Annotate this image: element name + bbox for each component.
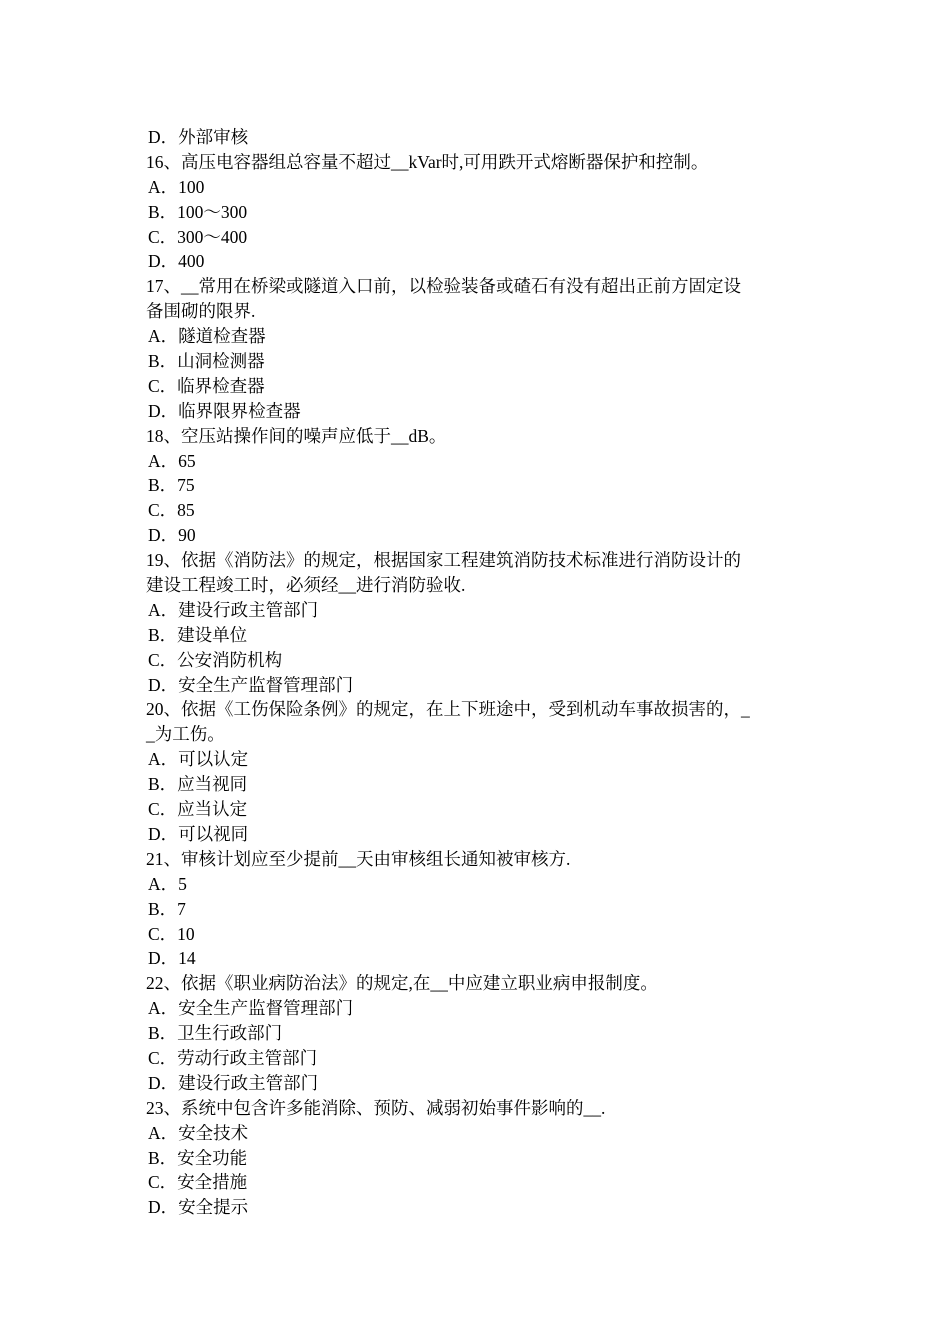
question-19-line-2: 建设工程竣工时，必须经__进行消防验收. <box>146 575 466 596</box>
option-a: A．可以认定 <box>148 749 249 770</box>
question-22: 22、依据《职业病防治法》的规定,在__中应建立职业病申报制度。 <box>146 973 658 994</box>
option-c: C．劳动行政主管部门 <box>148 1047 318 1068</box>
option-c: C．85 <box>148 500 195 521</box>
option-a: A．65 <box>148 450 196 471</box>
option-d: D．临界限界检查器 <box>148 400 301 421</box>
question-17-line-2: 备围砌的限界. <box>146 301 256 322</box>
option-c: C．临界检查器 <box>148 375 265 396</box>
question-16: 16、高压电容器组总容量不超过__kVar时,可用跌开式熔断器保护和控制。 <box>146 151 709 172</box>
option-b: B．7 <box>148 898 186 919</box>
option-a: A．5 <box>148 873 187 894</box>
option-b: B．安全功能 <box>148 1147 248 1168</box>
question-19-line-1: 19、依据《消防法》的规定，根据国家工程建筑消防技术标准进行消防设计的 <box>146 550 741 571</box>
option-a: A．安全生产监督管理部门 <box>148 998 354 1019</box>
option-d: D．14 <box>148 948 196 969</box>
question-18: 18、空压站操作间的噪声应低于__dB。 <box>146 425 447 446</box>
option-b: B．应当视同 <box>148 774 248 795</box>
option-c: C．300～400 <box>148 226 248 247</box>
option-c: C．应当认定 <box>148 799 248 820</box>
option-d: D．400 <box>148 251 205 272</box>
option-d: D．可以视同 <box>148 823 249 844</box>
option-b: B．建设单位 <box>148 624 248 645</box>
option-b: B．75 <box>148 475 195 496</box>
question-20-line-1: 20、依据《工伤保险条例》的规定，在上下班途中，受到机动车事故损害的，_ <box>146 699 750 720</box>
option-b: B．山洞检测器 <box>148 351 265 372</box>
option-d: D．外部审核 <box>148 127 249 147</box>
question-20-line-2: _为工伤。 <box>146 724 225 745</box>
option-d: D．建设行政主管部门 <box>148 1072 319 1093</box>
option-a: A．建设行政主管部门 <box>148 599 319 620</box>
option-c: C．10 <box>148 923 195 944</box>
question-23: 23、系统中包含许多能消除、预防、减弱初始事件影响的__. <box>146 1097 606 1118</box>
option-a: A．隧道检查器 <box>148 326 266 347</box>
option-d: D．安全提示 <box>148 1197 249 1218</box>
option-c: C．公安消防机构 <box>148 649 283 670</box>
option-d: D．90 <box>148 525 196 546</box>
option-a: A．100 <box>148 176 205 197</box>
option-a: A．安全技术 <box>148 1122 249 1143</box>
option-b: B．卫生行政部门 <box>148 1023 283 1044</box>
document-body <box>146 125 816 1220</box>
option-c: C．安全措施 <box>148 1172 248 1193</box>
option-b: B．100～300 <box>148 201 248 222</box>
option-d: D．安全生产监督管理部门 <box>148 674 354 695</box>
question-21: 21、审核计划应至少提前__天由审核组长通知被审核方. <box>146 848 571 869</box>
question-17-line-1: 17、__常用在桥梁或隧道入口前，以检验装备或碴石有没有超出正前方固定设 <box>146 276 741 297</box>
